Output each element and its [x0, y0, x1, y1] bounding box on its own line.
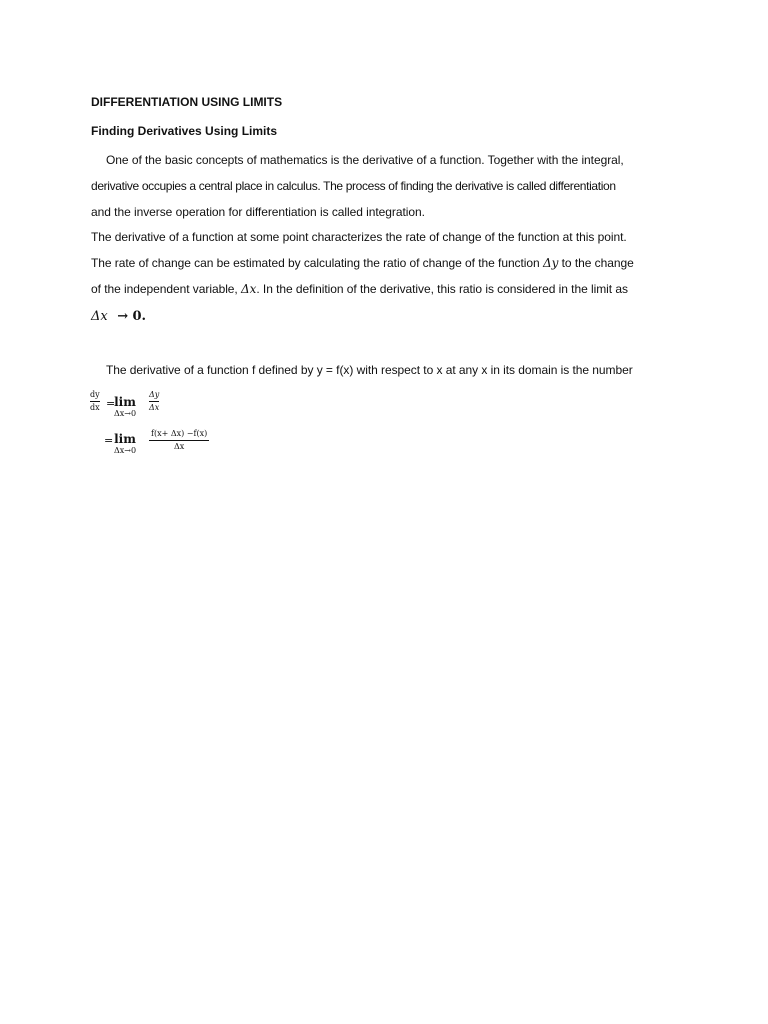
fraction-bar	[90, 401, 100, 402]
delta-y-over-delta-x	[149, 390, 159, 413]
delta-x-limit-symbol: Δx	[91, 309, 108, 324]
delta-x-symbol: Δx	[241, 282, 257, 296]
lim-text-2: lim	[114, 432, 136, 446]
document-title: DIFFERENTIATION USING LIMITS	[91, 95, 283, 109]
difference-quotient	[149, 429, 209, 452]
limit-operator-2	[114, 432, 136, 455]
delta-y-symbol: Δy	[542, 256, 559, 270]
equals-sign-2: =	[104, 434, 114, 447]
paragraph-2-line-2-tail: to the change	[561, 256, 634, 270]
paragraph-2-line-3-text: of the independent variable,	[91, 282, 238, 296]
delta-y-numerator: Δy	[149, 390, 160, 399]
difference-denominator: Δx	[173, 442, 185, 451]
delta-x-denominator: Δx	[149, 403, 160, 412]
fraction-bar	[149, 401, 159, 402]
lim-subscript: Δx→0	[114, 409, 137, 418]
paragraph-1-line-3: and the inverse operation for differentiation is called integration.	[91, 205, 425, 219]
lim-subscript-2: Δx→0	[114, 446, 137, 455]
paragraph-2-line-3-tail: . In the definition of the derivative, this ratio is considered in the limit as	[256, 282, 628, 296]
document-subtitle: Finding Derivatives Using Limits	[91, 124, 278, 138]
paragraph-2-line-4	[91, 308, 146, 324]
difference-numerator: f(x+ Δx) −f(x)	[151, 429, 208, 438]
paragraph-2-line-1: The derivative of a function at some point characterizes the rate of change of the function at this point.	[91, 230, 627, 244]
arrow-to-zero: → 0.	[117, 309, 146, 324]
fraction-bar	[149, 440, 209, 441]
dx-denominator: dx	[90, 403, 100, 412]
lim-text: lim	[114, 395, 136, 409]
paragraph-2-line-2	[91, 256, 634, 270]
equals-sign: =	[106, 397, 116, 410]
paragraph-1-line-1: One of the basic concepts of mathematics is the derivative of a function. Together with the integral,	[106, 153, 624, 167]
paragraph-1-line-2: derivative occupies a central place in calculus. The process of finding the derivative is called differentiation	[91, 179, 616, 193]
limit-operator	[114, 395, 136, 418]
paragraph-2-line-3	[91, 282, 628, 296]
dy-numerator: dy	[90, 390, 100, 399]
dy-dx-fraction	[90, 390, 100, 413]
paragraph-3-line-1: The derivative of a function f defined by y = f(x) with respect to x at any x in its domain is the number	[106, 363, 633, 377]
paragraph-2-line-2-text: The rate of change can be estimated by calculating the ratio of change of the function	[91, 256, 540, 270]
